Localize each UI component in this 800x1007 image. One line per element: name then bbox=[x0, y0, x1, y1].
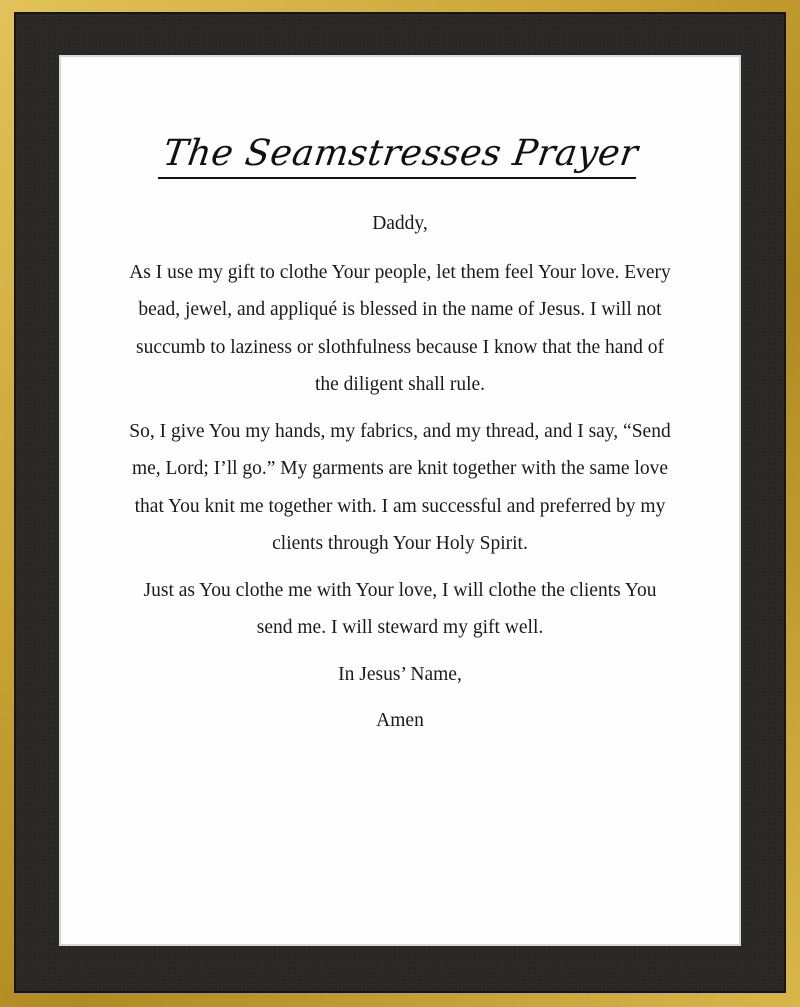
paragraph-3: Just as You clothe me with Your love, I will clothe the clients You send me. I will steward my gift well. bbox=[143, 579, 657, 638]
title-wrap bbox=[61, 135, 739, 179]
frame-inner-edge bbox=[14, 12, 786, 993]
signoff: Amen bbox=[376, 710, 424, 731]
frame-mat bbox=[16, 14, 784, 991]
mat-bevel bbox=[59, 55, 741, 946]
prayer-paper bbox=[61, 57, 739, 944]
paragraph-1: As I use my gift to clothe Your people, let them feel Your love. Every bead, jewel, and appliqué is blessed in the name of Jesus. I will not succumb to laziness or slothfulness because I know that the hand of the diligent shall rule. bbox=[129, 261, 671, 395]
prayer-body bbox=[127, 205, 673, 749]
closing: In Jesus’ Name, bbox=[338, 663, 462, 685]
page-title: The Seamstresses Prayer bbox=[158, 135, 643, 179]
greeting: Daddy, bbox=[372, 213, 428, 234]
paragraph-2: So, I give You my hands, my fabrics, and my thread, and I say, “Send me, Lord; I’ll go.” My garments are knit together with the same love that You knit me together with. I am successful and preferred by my clients through Your Holy Spirit. bbox=[129, 420, 671, 554]
